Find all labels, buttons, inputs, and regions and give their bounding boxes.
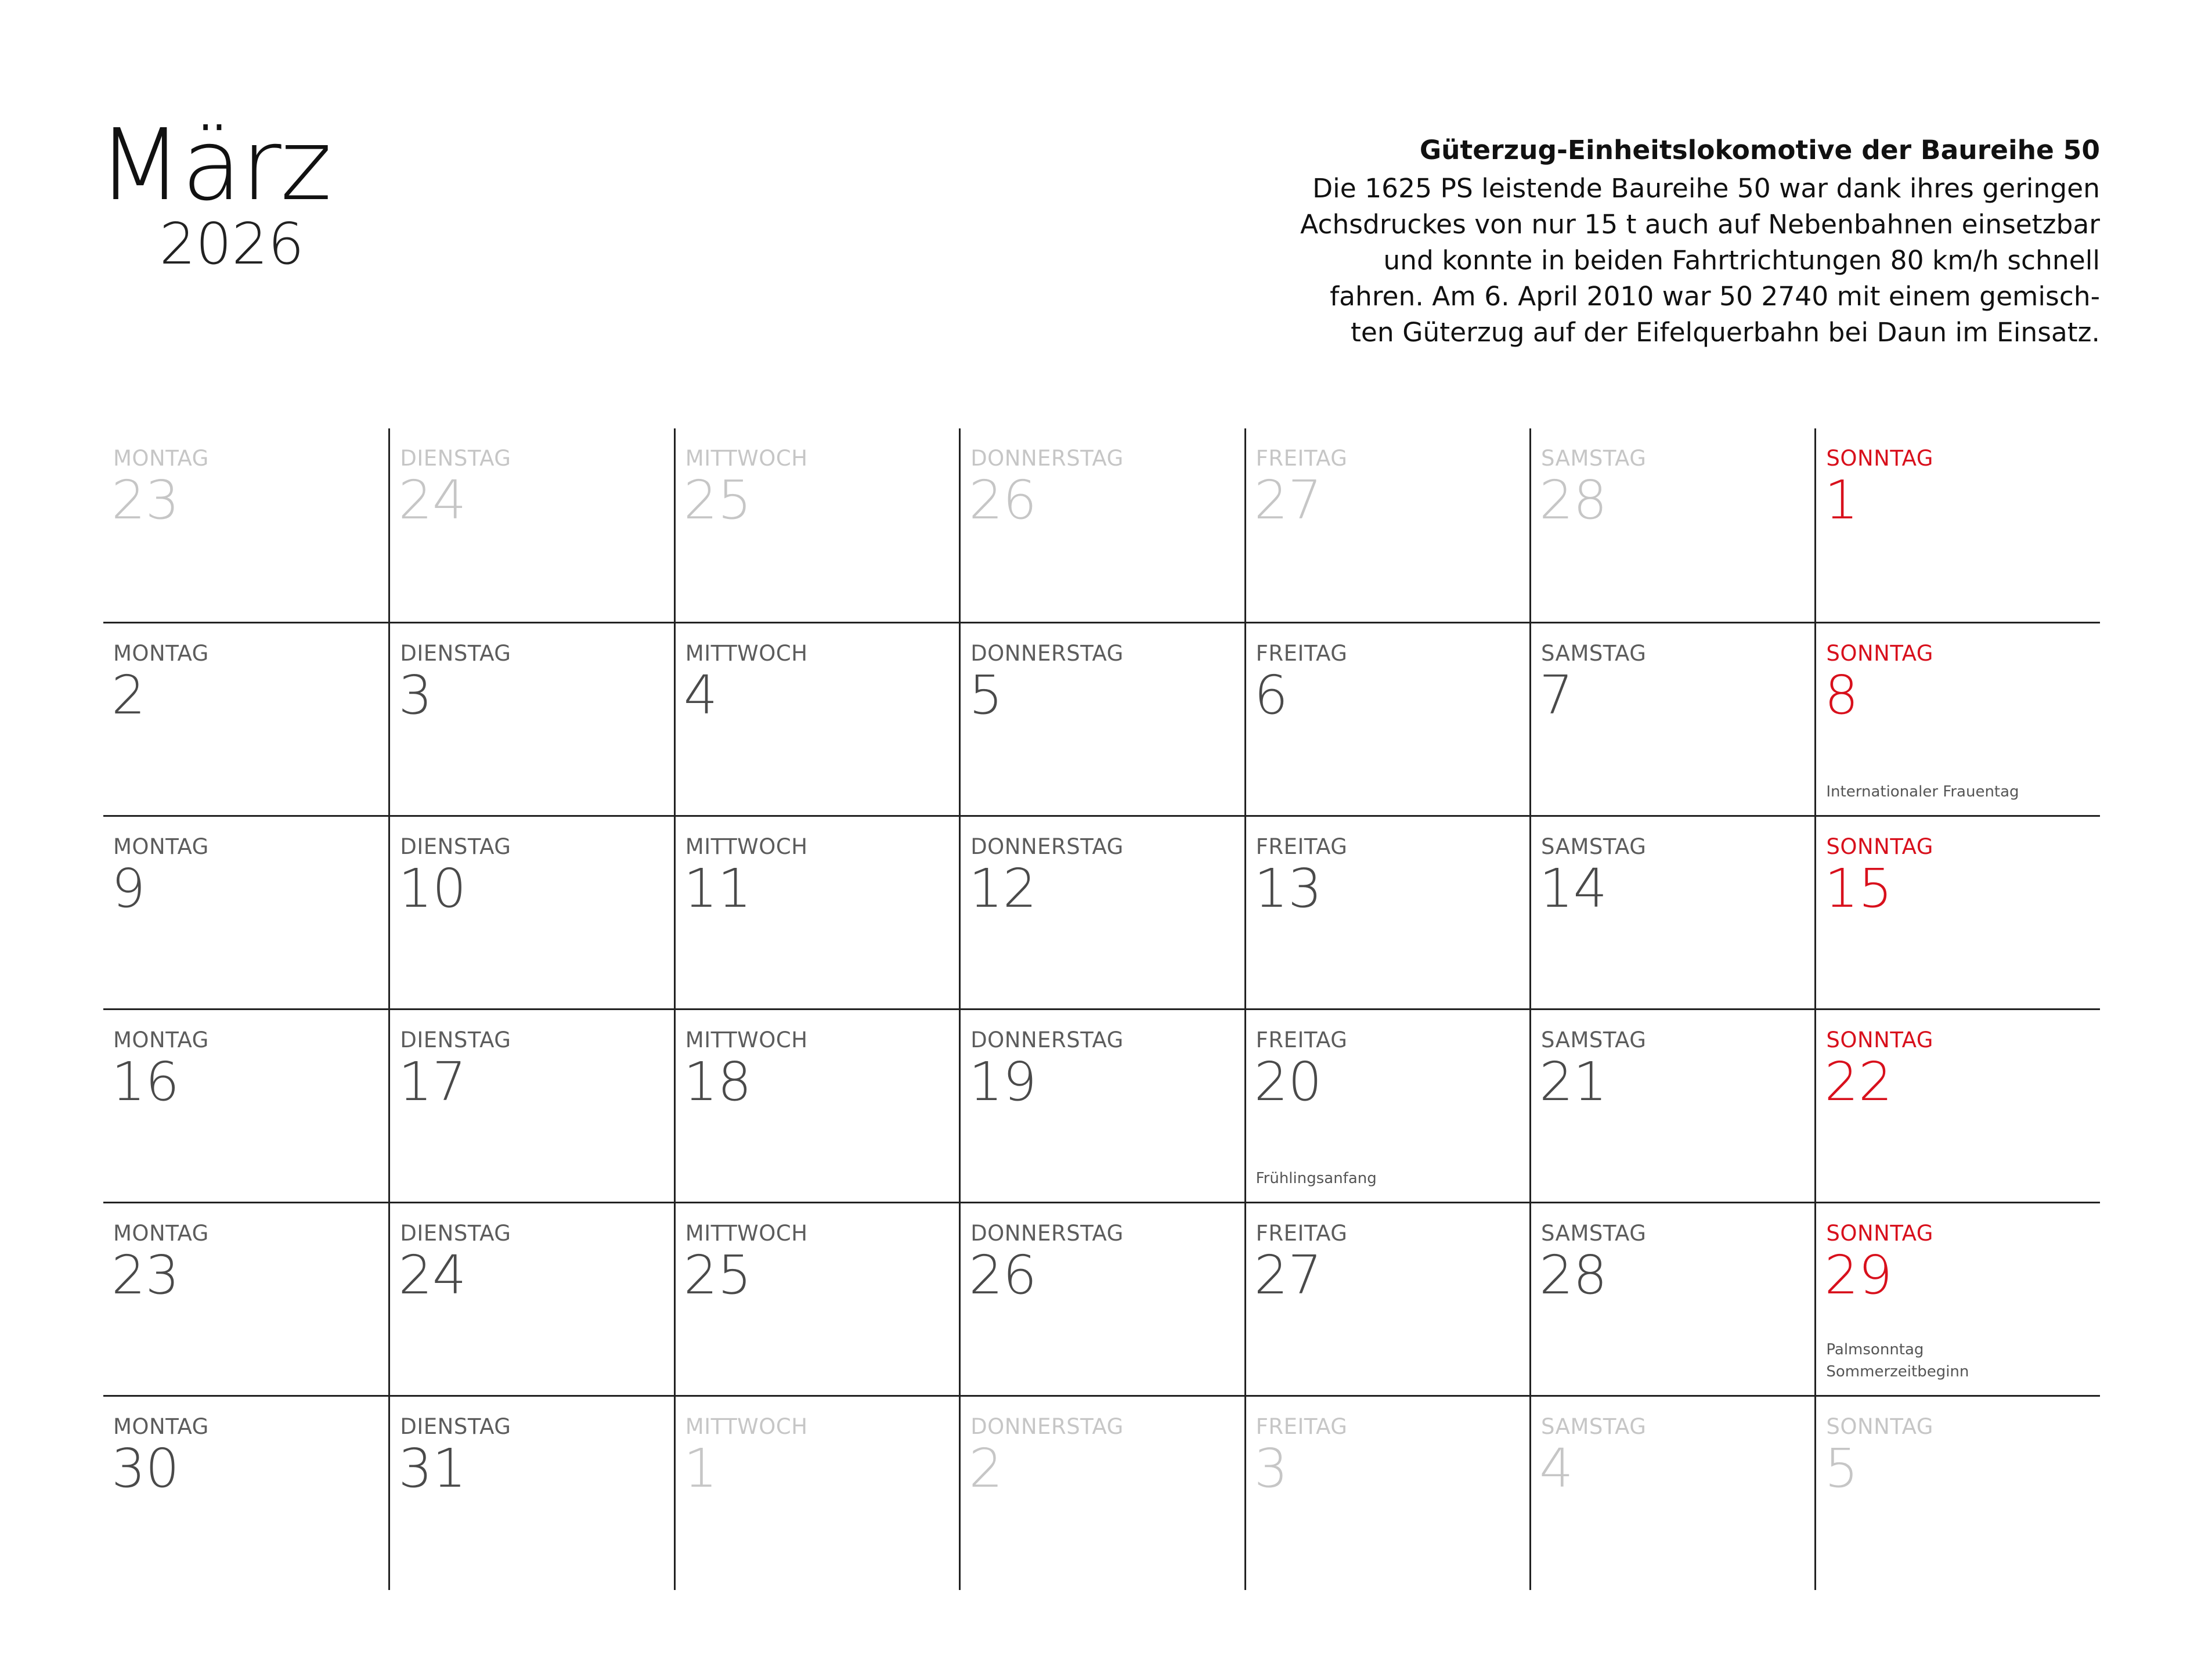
weekday-label: FREITAG	[1255, 446, 1348, 471]
day-number: 19	[969, 1051, 1037, 1113]
weekday-label: SAMSTAG	[1541, 641, 1647, 666]
weekday-label: DIENSTAG	[400, 1414, 511, 1439]
day-number: 25	[683, 469, 752, 531]
day-cell[interactable]	[1244, 1203, 1529, 1397]
weekday-label: SONNTAG	[1826, 834, 1933, 859]
day-number: 24	[398, 469, 467, 531]
day-number: 27	[1254, 469, 1322, 531]
weekday-label: SONNTAG	[1826, 446, 1933, 471]
day-cell[interactable]	[1529, 1203, 1814, 1397]
day-number: 12	[969, 857, 1037, 920]
day-number: 4	[1539, 1437, 1574, 1499]
day-cell[interactable]	[388, 817, 673, 1010]
weekday-label: MONTAG	[113, 834, 209, 859]
caption-line: fahren. Am 6. April 2010 war 50 2740 mit einem gemisch-	[1330, 281, 2100, 312]
caption-line: und konnte in beiden Fahrtrichtungen 80 km/h schnell	[1383, 245, 2100, 276]
day-cell[interactable]	[103, 623, 388, 817]
day-number: 17	[398, 1051, 467, 1113]
day-number: 5	[1824, 1437, 1859, 1499]
weekday-label: SAMSTAG	[1541, 446, 1647, 471]
weekday-label: FREITAG	[1255, 641, 1348, 666]
weekday-label: MITTWOCH	[685, 641, 808, 666]
day-number: 9	[111, 857, 146, 920]
day-cell[interactable]	[1529, 1010, 1814, 1203]
caption-line: Achsdruckes von nur 15 t auch auf Nebenbahnen einsetzbar	[1300, 209, 2100, 240]
calendar-week-row	[103, 1008, 2100, 1203]
weekday-label: DIENSTAG	[400, 834, 511, 859]
day-cell[interactable]	[674, 1203, 959, 1397]
day-number: 23	[111, 1244, 180, 1306]
caption-title: Güterzug-Einheitslokomotive der Baureihe 50	[1419, 135, 2100, 165]
weekday-label: DONNERSTAG	[970, 1221, 1124, 1246]
day-number: 16	[111, 1051, 180, 1113]
day-number: 1	[683, 1437, 718, 1499]
weekday-label: DIENSTAG	[400, 446, 511, 471]
weekday-label: DIENSTAG	[400, 1028, 511, 1052]
day-cell[interactable]	[103, 1397, 388, 1590]
day-cell[interactable]	[1529, 817, 1814, 1010]
weekday-label: DONNERSTAG	[970, 641, 1124, 666]
day-cell[interactable]	[674, 623, 959, 817]
calendar-grid	[103, 428, 2100, 1589]
day-number: 24	[398, 1244, 467, 1306]
day-cell[interactable]	[1529, 1397, 1814, 1590]
day-cell[interactable]	[959, 1203, 1244, 1397]
weekday-label: DONNERSTAG	[970, 1028, 1124, 1052]
day-cell[interactable]	[103, 1010, 388, 1203]
day-number: 2	[969, 1437, 1003, 1499]
day-cell[interactable]	[1814, 1397, 2099, 1590]
weekday-label: SONNTAG	[1826, 1414, 1933, 1439]
day-cell[interactable]	[1814, 817, 2099, 1010]
day-number: 28	[1539, 1244, 1608, 1306]
day-cell[interactable]	[1244, 817, 1529, 1010]
weekday-label: DIENSTAG	[400, 1221, 511, 1246]
day-cell[interactable]	[388, 1010, 673, 1203]
calendar-week-row	[103, 428, 2100, 622]
weekday-label: MITTWOCH	[685, 1028, 808, 1052]
weekday-label: MITTWOCH	[685, 1221, 808, 1246]
calendar-week-row	[103, 1395, 2100, 1590]
weekday-label: FREITAG	[1255, 1221, 1348, 1246]
day-number: 27	[1254, 1244, 1322, 1306]
weekday-label: MONTAG	[113, 1414, 209, 1439]
weekday-label: MONTAG	[113, 446, 209, 471]
holiday-note	[1826, 1339, 1969, 1383]
day-number: 28	[1539, 469, 1608, 531]
day-cell[interactable]	[1244, 623, 1529, 817]
day-cell[interactable]	[959, 428, 1244, 622]
day-cell[interactable]	[959, 1397, 1244, 1590]
holiday-note-line: Palmsonntag	[1826, 1341, 1924, 1358]
day-cell[interactable]	[674, 817, 959, 1010]
month-title: März	[98, 108, 331, 223]
weekday-label: SONNTAG	[1826, 1028, 1933, 1052]
day-cell[interactable]	[1244, 428, 1529, 622]
weekday-label: SAMSTAG	[1541, 1221, 1647, 1246]
day-cell[interactable]	[1814, 428, 2099, 622]
day-number: 2	[111, 664, 146, 726]
day-number: 11	[683, 857, 752, 920]
day-cell[interactable]	[1244, 1010, 1529, 1203]
holiday-note-line: Sommerzeitbeginn	[1826, 1363, 1969, 1380]
day-cell[interactable]	[959, 623, 1244, 817]
holiday-note	[1256, 1167, 1377, 1189]
day-cell[interactable]	[103, 1203, 388, 1397]
day-number: 1	[1824, 469, 1859, 531]
weekday-label: MITTWOCH	[685, 1414, 808, 1439]
day-cell[interactable]	[959, 1010, 1244, 1203]
day-number: 8	[1824, 664, 1859, 726]
day-cell[interactable]	[1529, 623, 1814, 817]
day-number: 20	[1254, 1051, 1322, 1113]
day-cell[interactable]	[103, 817, 388, 1010]
day-number: 18	[683, 1051, 752, 1113]
weekday-label: DONNERSTAG	[970, 834, 1124, 859]
weekday-label: MONTAG	[113, 1028, 209, 1052]
day-number: 6	[1254, 664, 1289, 726]
holiday-note-line: Internationaler Frauentag	[1826, 783, 2019, 801]
weekday-label: DONNERSTAG	[970, 1414, 1124, 1439]
day-cell[interactable]	[674, 1010, 959, 1203]
weekday-label: FREITAG	[1255, 1028, 1348, 1052]
day-cell[interactable]	[1529, 428, 1814, 622]
day-cell[interactable]	[1244, 1397, 1529, 1590]
year-title: 2026	[159, 211, 304, 277]
day-number: 3	[398, 664, 432, 726]
weekday-label: SONNTAG	[1826, 1221, 1933, 1246]
caption-line: Die 1625 PS leistende Baureihe 50 war dank ihres geringen	[1312, 173, 2100, 204]
day-number: 31	[398, 1437, 467, 1499]
day-cell[interactable]	[388, 1397, 673, 1590]
day-number: 4	[683, 664, 718, 726]
day-cell[interactable]	[959, 817, 1244, 1010]
day-number: 22	[1824, 1051, 1893, 1113]
weekday-label: DIENSTAG	[400, 641, 511, 666]
weekday-label: SAMSTAG	[1541, 834, 1647, 859]
weekday-label: MONTAG	[113, 641, 209, 666]
weekday-label: MITTWOCH	[685, 446, 808, 471]
day-cell[interactable]	[674, 428, 959, 622]
day-number: 13	[1254, 857, 1322, 920]
calendar-week-row	[103, 815, 2100, 1010]
weekday-label: SAMSTAG	[1541, 1028, 1647, 1052]
day-number: 15	[1824, 857, 1893, 920]
weekday-label: DONNERSTAG	[970, 446, 1124, 471]
day-number: 30	[111, 1437, 180, 1499]
calendar-week-row	[103, 1202, 2100, 1397]
photo-caption	[1276, 132, 2100, 351]
weekday-label: FREITAG	[1255, 834, 1348, 859]
day-number: 3	[1254, 1437, 1289, 1499]
day-number: 14	[1539, 857, 1608, 920]
weekday-label: SONNTAG	[1826, 641, 1933, 666]
holiday-note	[1826, 781, 2019, 803]
calendar-week-row	[103, 622, 2100, 817]
weekday-label: MITTWOCH	[685, 834, 808, 859]
caption-line: ten Güterzug auf der Eifelquerbahn bei Daun im Einsatz.	[1351, 317, 2100, 348]
holiday-note-line: Frühlingsanfang	[1255, 1170, 1377, 1187]
day-cell[interactable]	[1814, 1203, 2099, 1397]
day-cell[interactable]	[103, 428, 388, 622]
day-number: 10	[398, 857, 467, 920]
weekday-label: SAMSTAG	[1541, 1414, 1647, 1439]
day-number: 7	[1539, 664, 1574, 726]
weekday-label: FREITAG	[1255, 1414, 1348, 1439]
day-cell[interactable]	[388, 623, 673, 817]
day-cell[interactable]	[674, 1397, 959, 1590]
day-number: 21	[1539, 1051, 1608, 1113]
day-number: 25	[683, 1244, 752, 1306]
day-number: 23	[111, 469, 180, 531]
day-cell[interactable]	[1814, 1010, 2099, 1203]
day-cell[interactable]	[388, 428, 673, 622]
day-cell[interactable]	[388, 1203, 673, 1397]
day-cell[interactable]	[1814, 623, 2099, 817]
day-number: 29	[1824, 1244, 1893, 1306]
day-number: 5	[969, 664, 1003, 726]
weekday-label: MONTAG	[113, 1221, 209, 1246]
day-number: 26	[969, 469, 1037, 531]
day-number: 26	[969, 1244, 1037, 1306]
